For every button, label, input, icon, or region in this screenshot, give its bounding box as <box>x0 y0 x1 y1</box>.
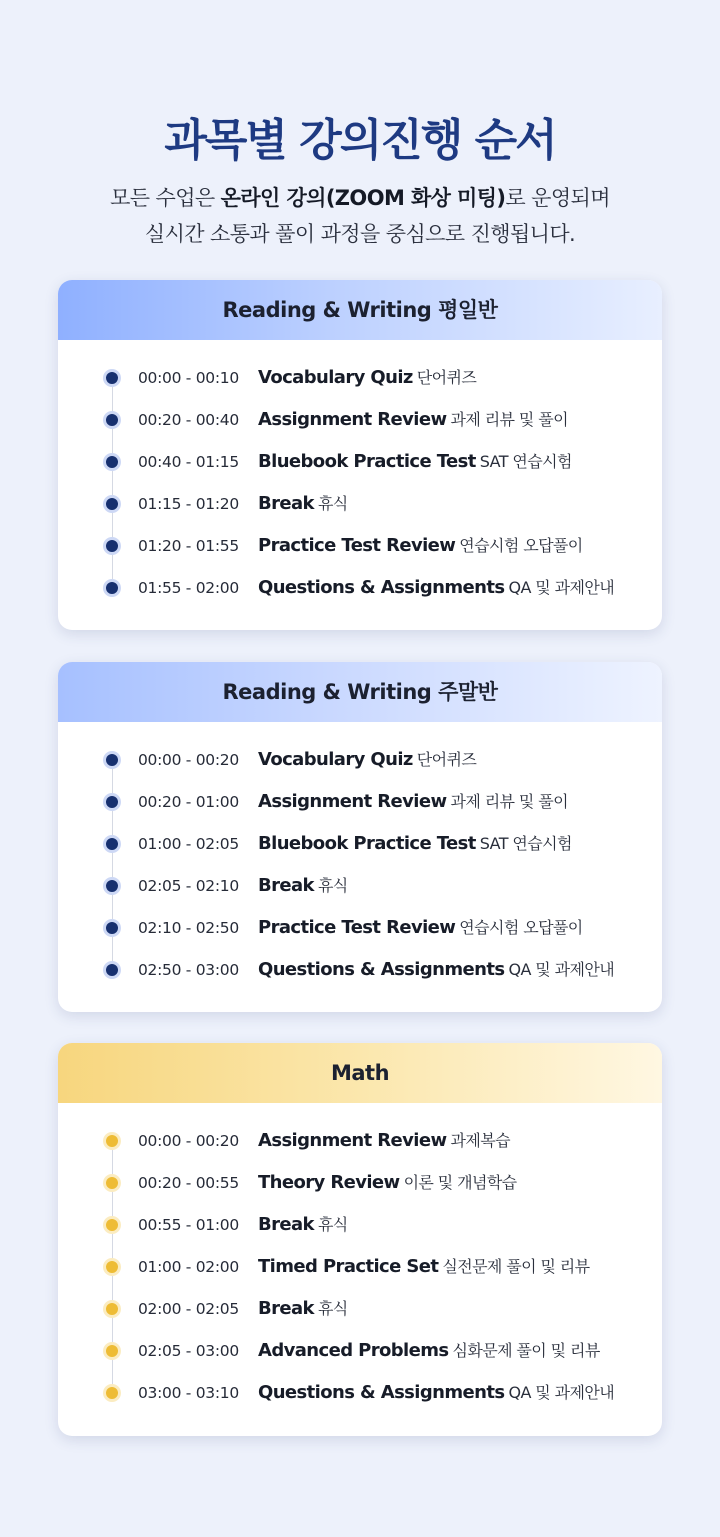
timeline-dot <box>106 922 118 934</box>
schedule-card-rw-weekend <box>58 662 662 1012</box>
item-time: 00:20 - 00:40 <box>138 411 239 429</box>
item-label <box>258 907 583 949</box>
list-item <box>58 949 662 991</box>
item-time: 00:00 - 00:10 <box>138 369 239 387</box>
item-label <box>258 567 614 609</box>
item-title-en: Questions & Assignments <box>258 577 505 598</box>
item-title-ko: 과제 리뷰 및 풀이 <box>450 410 568 429</box>
item-label <box>258 1288 348 1330</box>
item-title-en: Advanced Problems <box>258 1340 449 1361</box>
item-title-en: Bluebook Practice Test <box>258 833 476 854</box>
item-time: 02:10 - 02:50 <box>138 919 239 937</box>
subtitle-line-1-post: 로 운영되며 <box>505 186 610 210</box>
item-title-en: Questions & Assignments <box>258 1382 505 1403</box>
item-label <box>258 739 476 781</box>
timeline-dot <box>106 372 118 384</box>
timeline-dot <box>106 838 118 850</box>
item-title-en: Timed Practice Set <box>258 1256 439 1277</box>
card-title: Math <box>58 1043 662 1103</box>
item-title-en: Theory Review <box>258 1172 400 1193</box>
item-label <box>258 1246 590 1288</box>
timeline-dot <box>106 1303 118 1315</box>
item-label <box>258 823 572 865</box>
timeline-dot <box>106 1135 118 1147</box>
item-time: 01:20 - 01:55 <box>138 537 239 555</box>
item-title-ko: 휴식 <box>317 1215 348 1234</box>
list-item <box>58 1246 662 1288</box>
item-title-en: Practice Test Review <box>258 535 456 556</box>
page-title: 과목별 강의진행 순서 <box>164 115 556 166</box>
item-time: 02:05 - 02:10 <box>138 877 239 895</box>
schedule-card-rw-weekday <box>58 280 662 630</box>
page-subtitle <box>0 180 720 252</box>
item-title-en: Break <box>258 875 314 896</box>
item-title-en: Break <box>258 1298 314 1319</box>
item-label <box>258 483 348 525</box>
list-item <box>58 357 662 399</box>
timeline-dot <box>106 1219 118 1231</box>
item-title-ko: 실전문제 풀이 및 리뷰 <box>442 1257 590 1276</box>
item-label <box>258 357 476 399</box>
subtitle-line-2: 실시간 소통과 풀이 과정을 중심으로 진행됩니다. <box>144 222 576 246</box>
item-time: 02:05 - 03:00 <box>138 1342 239 1360</box>
item-label <box>258 949 614 991</box>
item-title-en: Assignment Review <box>258 1130 447 1151</box>
item-time: 00:20 - 01:00 <box>138 793 239 811</box>
list-item <box>58 525 662 567</box>
timeline <box>58 722 662 991</box>
list-item <box>58 1162 662 1204</box>
item-title-en: Assignment Review <box>258 791 447 812</box>
item-time: 00:00 - 00:20 <box>138 751 239 769</box>
timeline-dot <box>106 1345 118 1357</box>
item-label <box>258 399 568 441</box>
item-title-ko: SAT 연습시험 <box>479 834 572 853</box>
item-title-ko: QA 및 과제안내 <box>508 578 615 597</box>
item-title-ko: 이론 및 개념학습 <box>403 1173 517 1192</box>
schedule-card-math <box>58 1043 662 1436</box>
timeline-dot <box>106 1261 118 1273</box>
item-label <box>258 1372 614 1414</box>
list-item <box>58 781 662 823</box>
item-title-ko: SAT 연습시험 <box>479 452 572 471</box>
item-title-en: Break <box>258 1214 314 1235</box>
timeline-dot <box>106 880 118 892</box>
item-label <box>258 781 568 823</box>
item-title-ko: 심화문제 풀이 및 리뷰 <box>452 1341 600 1360</box>
timeline <box>58 340 662 609</box>
timeline-dot <box>106 582 118 594</box>
item-title-en: Assignment Review <box>258 409 447 430</box>
item-time: 02:00 - 02:05 <box>138 1300 239 1318</box>
list-item <box>58 399 662 441</box>
list-item <box>58 567 662 609</box>
list-item <box>58 865 662 907</box>
timeline-dot <box>106 456 118 468</box>
item-label <box>258 1330 600 1372</box>
list-item <box>58 739 662 781</box>
item-title-ko: 휴식 <box>317 876 348 895</box>
item-time: 01:55 - 02:00 <box>138 579 239 597</box>
list-item <box>58 1288 662 1330</box>
list-item <box>58 1120 662 1162</box>
item-title-ko: 연습시험 오답풀이 <box>459 918 583 937</box>
item-label <box>258 1120 510 1162</box>
timeline-dot <box>106 414 118 426</box>
item-title-en: Bluebook Practice Test <box>258 451 476 472</box>
item-title-ko: 단어퀴즈 <box>416 750 477 769</box>
card-title: Reading & Writing 평일반 <box>58 280 662 340</box>
timeline-dot <box>106 498 118 510</box>
timeline-dot <box>106 1177 118 1189</box>
item-title-ko: 단어퀴즈 <box>416 368 477 387</box>
item-title-en: Practice Test Review <box>258 917 456 938</box>
item-label <box>258 1162 517 1204</box>
item-title-ko: 과제 리뷰 및 풀이 <box>450 792 568 811</box>
item-time: 00:55 - 01:00 <box>138 1216 239 1234</box>
timeline-dot <box>106 964 118 976</box>
card-title: Reading & Writing 주말반 <box>58 662 662 722</box>
subtitle-line-1 <box>0 180 720 216</box>
subtitle-line-1-bold: 온라인 강의(ZOOM 화상 미팅) <box>220 186 506 210</box>
item-label <box>258 441 572 483</box>
timeline <box>58 1103 662 1414</box>
item-label <box>258 525 583 567</box>
list-item <box>58 1330 662 1372</box>
item-title-en: Vocabulary Quiz <box>258 367 413 388</box>
item-time: 01:15 - 01:20 <box>138 495 239 513</box>
timeline-dot <box>106 1387 118 1399</box>
item-time: 00:20 - 00:55 <box>138 1174 239 1192</box>
item-label <box>258 865 348 907</box>
item-label <box>258 1204 348 1246</box>
item-title-en: Questions & Assignments <box>258 959 505 980</box>
item-time: 01:00 - 02:00 <box>138 1258 239 1276</box>
item-time: 00:00 - 00:20 <box>138 1132 239 1150</box>
timeline-dot <box>106 796 118 808</box>
list-item <box>58 441 662 483</box>
item-title-ko: QA 및 과제안내 <box>508 960 615 979</box>
item-time: 02:50 - 03:00 <box>138 961 239 979</box>
item-title-ko: 과제복습 <box>450 1131 510 1150</box>
item-title-en: Break <box>258 493 314 514</box>
list-item <box>58 907 662 949</box>
timeline-dot <box>106 754 118 766</box>
item-title-ko: 연습시험 오답풀이 <box>459 536 583 555</box>
item-title-ko: 휴식 <box>317 1299 348 1318</box>
subtitle-line-1-pre: 모든 수업은 <box>110 186 221 210</box>
timeline-dot <box>106 540 118 552</box>
item-time: 03:00 - 03:10 <box>138 1384 239 1402</box>
item-title-en: Vocabulary Quiz <box>258 749 413 770</box>
item-time: 01:00 - 02:05 <box>138 835 239 853</box>
list-item <box>58 483 662 525</box>
list-item <box>58 1372 662 1414</box>
item-title-ko: 휴식 <box>317 494 348 513</box>
list-item <box>58 1204 662 1246</box>
item-title-ko: QA 및 과제안내 <box>508 1383 615 1402</box>
list-item <box>58 823 662 865</box>
item-time: 00:40 - 01:15 <box>138 453 239 471</box>
